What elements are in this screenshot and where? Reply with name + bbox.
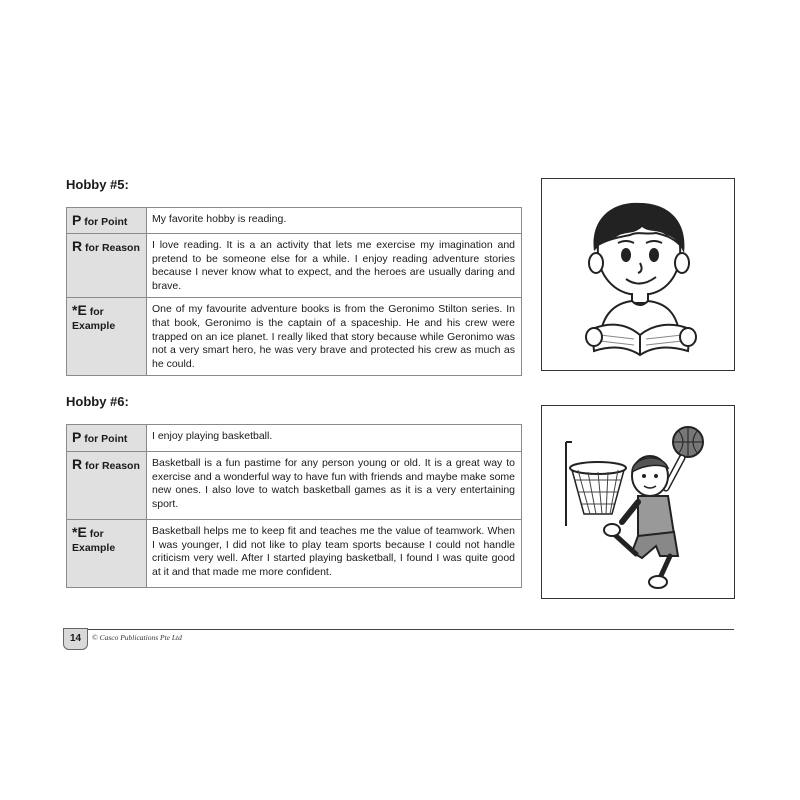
hobby-5-heading: Hobby #5: (66, 177, 129, 192)
copyright-text: © Casco Publications Pte Ltd (92, 633, 182, 642)
hobby-6-table (66, 424, 522, 588)
example-text: One of my favourite adventure books is from the Geronimo Stilton series. In that book, Geronimo is the captain of a spaceship. He and his crew were trapped on an ice planet. I really liked that story because while Geronimo was not a very smart hero, he was very brave and protected his crew as much as he could. (147, 298, 522, 376)
hobby-5-table (66, 207, 522, 376)
point-label: P for Point (67, 208, 147, 234)
hobby-6-heading: Hobby #6: (66, 394, 129, 409)
point-text: I enjoy playing basketball. (147, 425, 522, 452)
reason-text: Basketball is a fun pastime for any person young or old. It is a great way to exercise and a wonderful way to have fun with friends and maybe make some new ones. I also love to watch basketball games as it is a very entertaining sport. (147, 452, 522, 520)
reading-boy-illustration (541, 178, 735, 371)
table-row (67, 452, 522, 520)
point-label: P for Point (67, 425, 147, 452)
table-row (67, 234, 522, 298)
table-row (67, 425, 522, 452)
example-text: Basketball helps me to keep fit and teaches me the value of teamwork. When I was younger, I did not like to play team sports because I could not handle criticism very well. After I started playing basketball, I found I was quite good at it and that made me more confident. (147, 520, 522, 588)
reason-label: R for Reason (67, 234, 147, 298)
point-text: My favorite hobby is reading. (147, 208, 522, 234)
example-label: *E for Example (67, 298, 147, 376)
example-label: *E for Example (67, 520, 147, 588)
table-row (67, 208, 522, 234)
page-number: 14 (63, 628, 88, 650)
table-row (67, 520, 522, 588)
basketball-boy-illustration (541, 405, 735, 599)
table-row (67, 298, 522, 376)
reason-text: I love reading. It is a an activity that lets me exercise my imagination and pretend to be someone else for a while. I enjoy reading adventure stories because I never know what to expect, and the heroes are usually daring and brave. (147, 234, 522, 298)
reason-label: R for Reason (67, 452, 147, 520)
footer-divider (66, 629, 734, 630)
